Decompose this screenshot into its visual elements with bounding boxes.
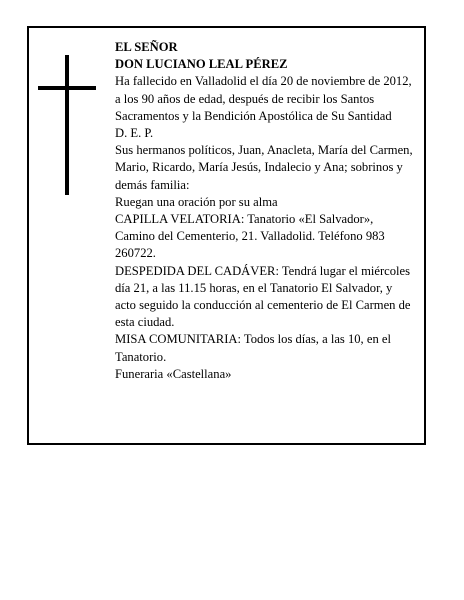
mass-info: MISA COMUNITARIA: Todos los días, a las 10, en el Tanatorio. xyxy=(115,332,391,364)
notice-text-block xyxy=(115,39,415,383)
prayer-request: Ruegan una oración por su alma xyxy=(115,194,278,209)
deceased-name: DON LUCIANO LEAL PÉREZ xyxy=(115,57,288,72)
notice-title: EL SEÑOR xyxy=(115,40,178,54)
cross-horizontal-bar xyxy=(38,86,96,90)
cross-vertical-bar xyxy=(65,55,69,195)
funeral-home: Funeraria «Castellana» xyxy=(115,366,232,381)
rip-line: D. E. P. xyxy=(115,126,154,141)
death-announcement: Ha fallecido en Valladolid el día 20 de noviembre de 2012, a los 90 años de edad, después de recibir los Santos Sacramentos y la Bendición Apostólica de Su Santidad xyxy=(115,74,412,123)
farewell-info: DESPEDIDA DEL CADÁVER: Tendrá lugar el miércoles día 21, a las 11.15 horas, en el Tanatorio El Salvador, y acto seguido la conducción al cementerio de El Carmen de esta ciudad. xyxy=(115,263,411,330)
wake-info: CAPILLA VELATORIA: Tanatorio «El Salvador», Camino del Cementerio, 21. Valladolid. Teléfono 983 260722. xyxy=(115,212,385,261)
family-line: Sus hermanos políticos, Juan, Anacleta, María del Carmen, Mario, Ricardo, María Jesús, Indalecio y Ana; sobrinos y demás familia: xyxy=(115,143,413,192)
